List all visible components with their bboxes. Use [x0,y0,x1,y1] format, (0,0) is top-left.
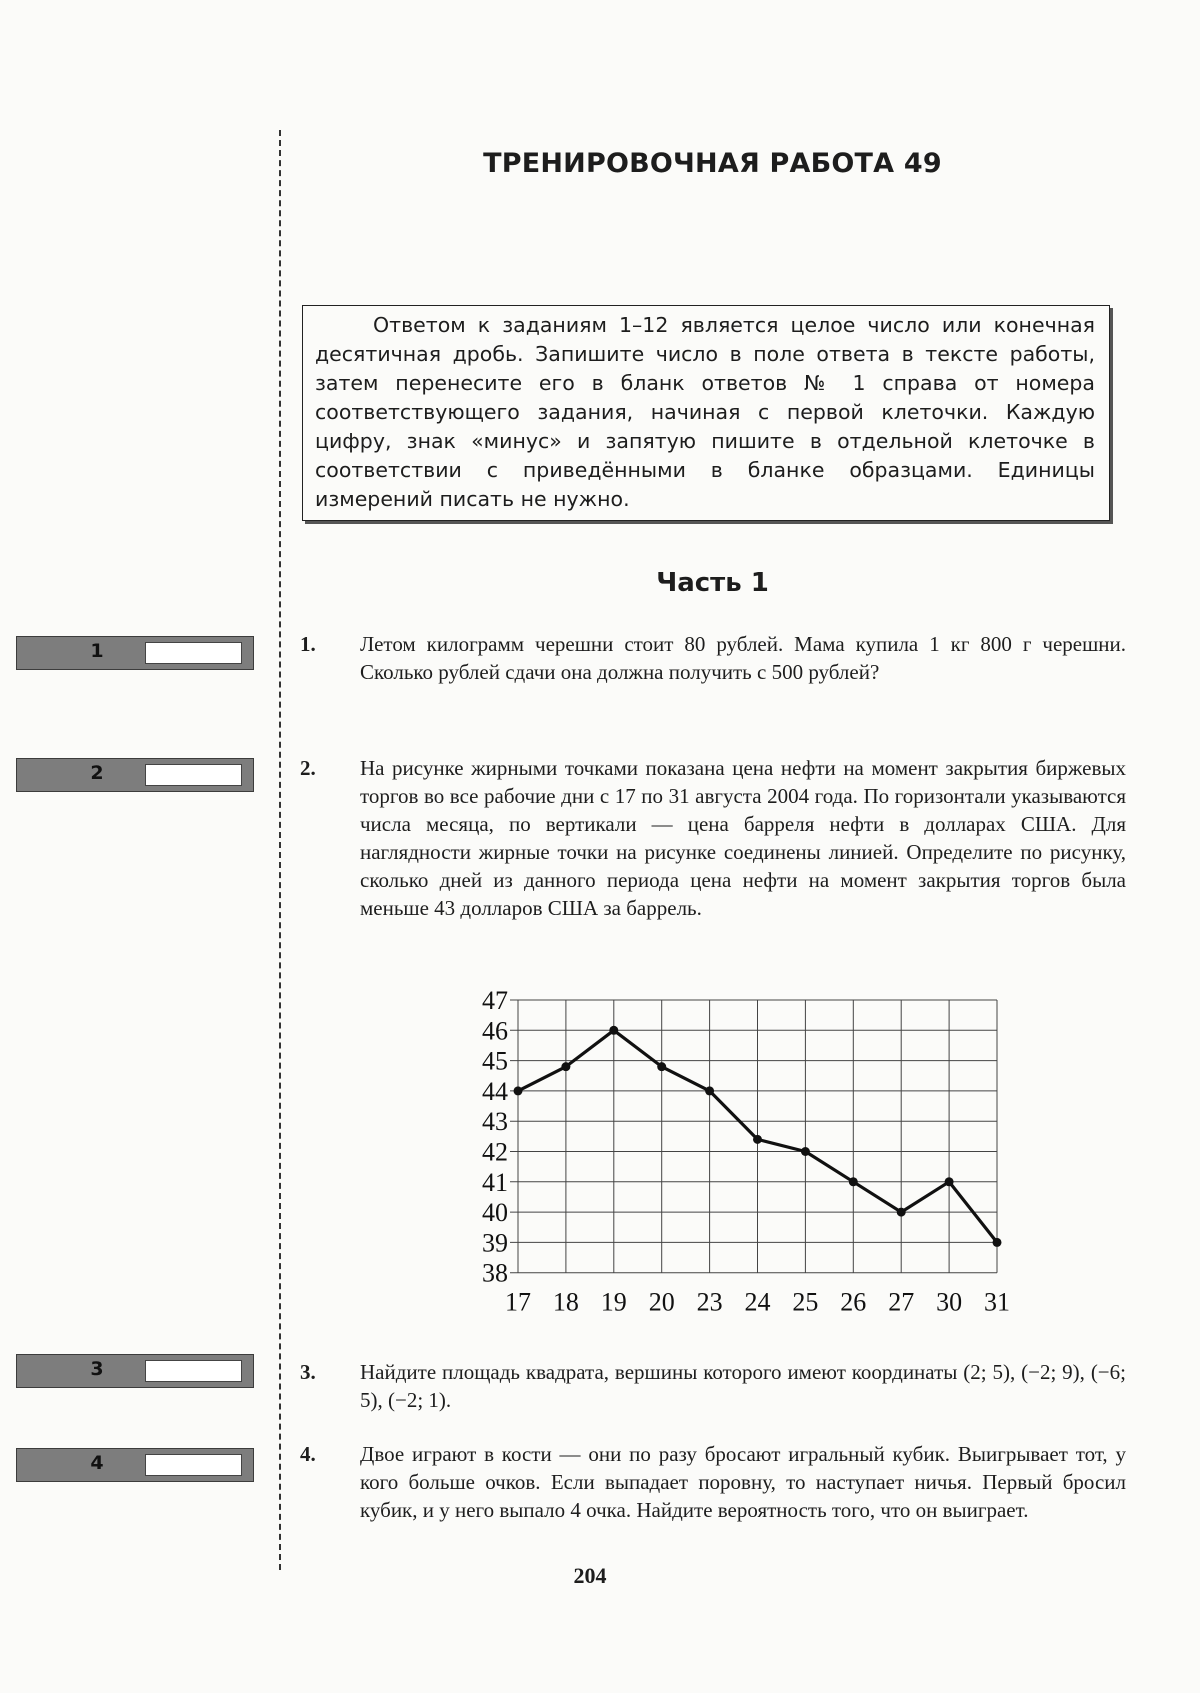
page-title: ТРЕНИРОВОЧНАЯ РАБОТА 49 [483,148,942,179]
y-tick-label: 38 [482,1258,508,1288]
x-tick-label: 31 [984,1287,1010,1317]
task-number: 2. [300,756,316,780]
x-tick-label: 25 [792,1287,819,1317]
answer-field-4[interactable] [145,1454,242,1476]
x-tick-label: 17 [505,1287,531,1317]
x-axis-labels [505,1288,1010,1317]
task-text: Найдите площадь квадрата, вершины которого имеют координаты (2; 5), (−2; 9), (−6; 5), (−2; 1). [360,1360,1126,1412]
x-tick-label: 30 [936,1287,963,1317]
answer-box-number: 2 [90,762,104,784]
task-number: 1. [300,632,316,656]
data-point [897,1208,906,1217]
x-tick-label: 18 [552,1287,579,1317]
data-point [561,1062,570,1071]
task-4 [300,1440,1126,1524]
data-point [753,1135,762,1144]
data-point [993,1238,1002,1247]
y-tick-label: 41 [482,1167,508,1197]
y-tick-label: 43 [482,1107,508,1137]
answer-box-number: 3 [90,1358,104,1380]
y-tick-label: 44 [482,1076,508,1106]
data-point [657,1062,666,1071]
answer-field-1[interactable] [145,642,242,664]
task-text: На рисунке жирными точками показана цена нефти на момент закрытия биржевых торгов во все рабочие дни с 17 по 31 августа 2004 года. По горизонтали указываются числа месяца, по вертикали — цена барреля нефти в долларах США. Для наглядности жирные точки на рисунке соединены линией. Определите по рисунку, сколько дней из данного периода цена нефти на момент закрытия торгов была меньше 43 долларов США за баррель. [360,756,1126,920]
answer-box-number: 1 [90,640,104,662]
y-tick-label: 45 [482,1046,508,1076]
task-number: 4. [300,1442,316,1466]
answer-box-1 [16,636,254,670]
page-number: 204 [573,1563,607,1588]
data-point [801,1147,810,1156]
data-point [609,1026,618,1035]
y-tick-label: 42 [482,1137,508,1167]
y-tick-label: 40 [482,1198,508,1228]
task-number: 3. [300,1360,316,1384]
x-tick-label: 27 [888,1287,915,1317]
y-axis-labels [482,986,508,1288]
answer-box-3 [16,1354,254,1388]
x-tick-label: 23 [696,1287,723,1317]
part-title: Часть 1 [656,568,769,598]
oil-price-chart [455,980,1015,1320]
answer-box-4 [16,1448,254,1482]
task-2 [300,754,1126,922]
answer-box-number: 4 [90,1452,104,1474]
instructions-box: Ответом к заданиям 1–12 является целое число или конечная десятичная дробь. Запишите число в поле ответа в тексте работы, затем перенесите его в бланк ответов № 1 справа от номера соответствующего задания, начиная с первой клеточки. Каждую цифру, знак «минус» и запятую пишите в отдельной клеточке в соответствии с приведёнными в бланке образцами. Единицы измерений писать не нужно. [302,305,1110,521]
answer-field-3[interactable] [145,1360,242,1382]
task-text: Летом килограмм черешни стоит 80 рублей. Мама купила 1 кг 800 г черешни. Сколько рублей сдачи она должна получить с 500 рублей? [360,632,1126,684]
data-point [705,1086,714,1095]
y-tick-label: 39 [482,1228,508,1258]
y-tick-label: 46 [482,1016,508,1046]
y-tick-label: 47 [482,986,508,1015]
data-point [514,1086,523,1095]
x-tick-label: 20 [648,1287,675,1317]
x-tick-label: 24 [744,1287,771,1317]
x-tick-label: 19 [600,1287,627,1317]
answer-box-2 [16,758,254,792]
data-point [849,1177,858,1186]
x-tick-label: 26 [840,1287,867,1317]
cut-line [279,130,281,1570]
task-1 [300,630,1126,686]
data-point [945,1177,954,1186]
task-text: Двое играют в кости — они по разу бросают игральный кубик. Выигрывает тот, у кого больше очков. Если выпадает поровну, то наступает ничья. Первый бросил кубик, и у него выпало 4 очка. Найдите вероятность того, что он выиграет. [360,1442,1126,1522]
task-3 [300,1358,1126,1414]
answer-field-2[interactable] [145,764,242,786]
